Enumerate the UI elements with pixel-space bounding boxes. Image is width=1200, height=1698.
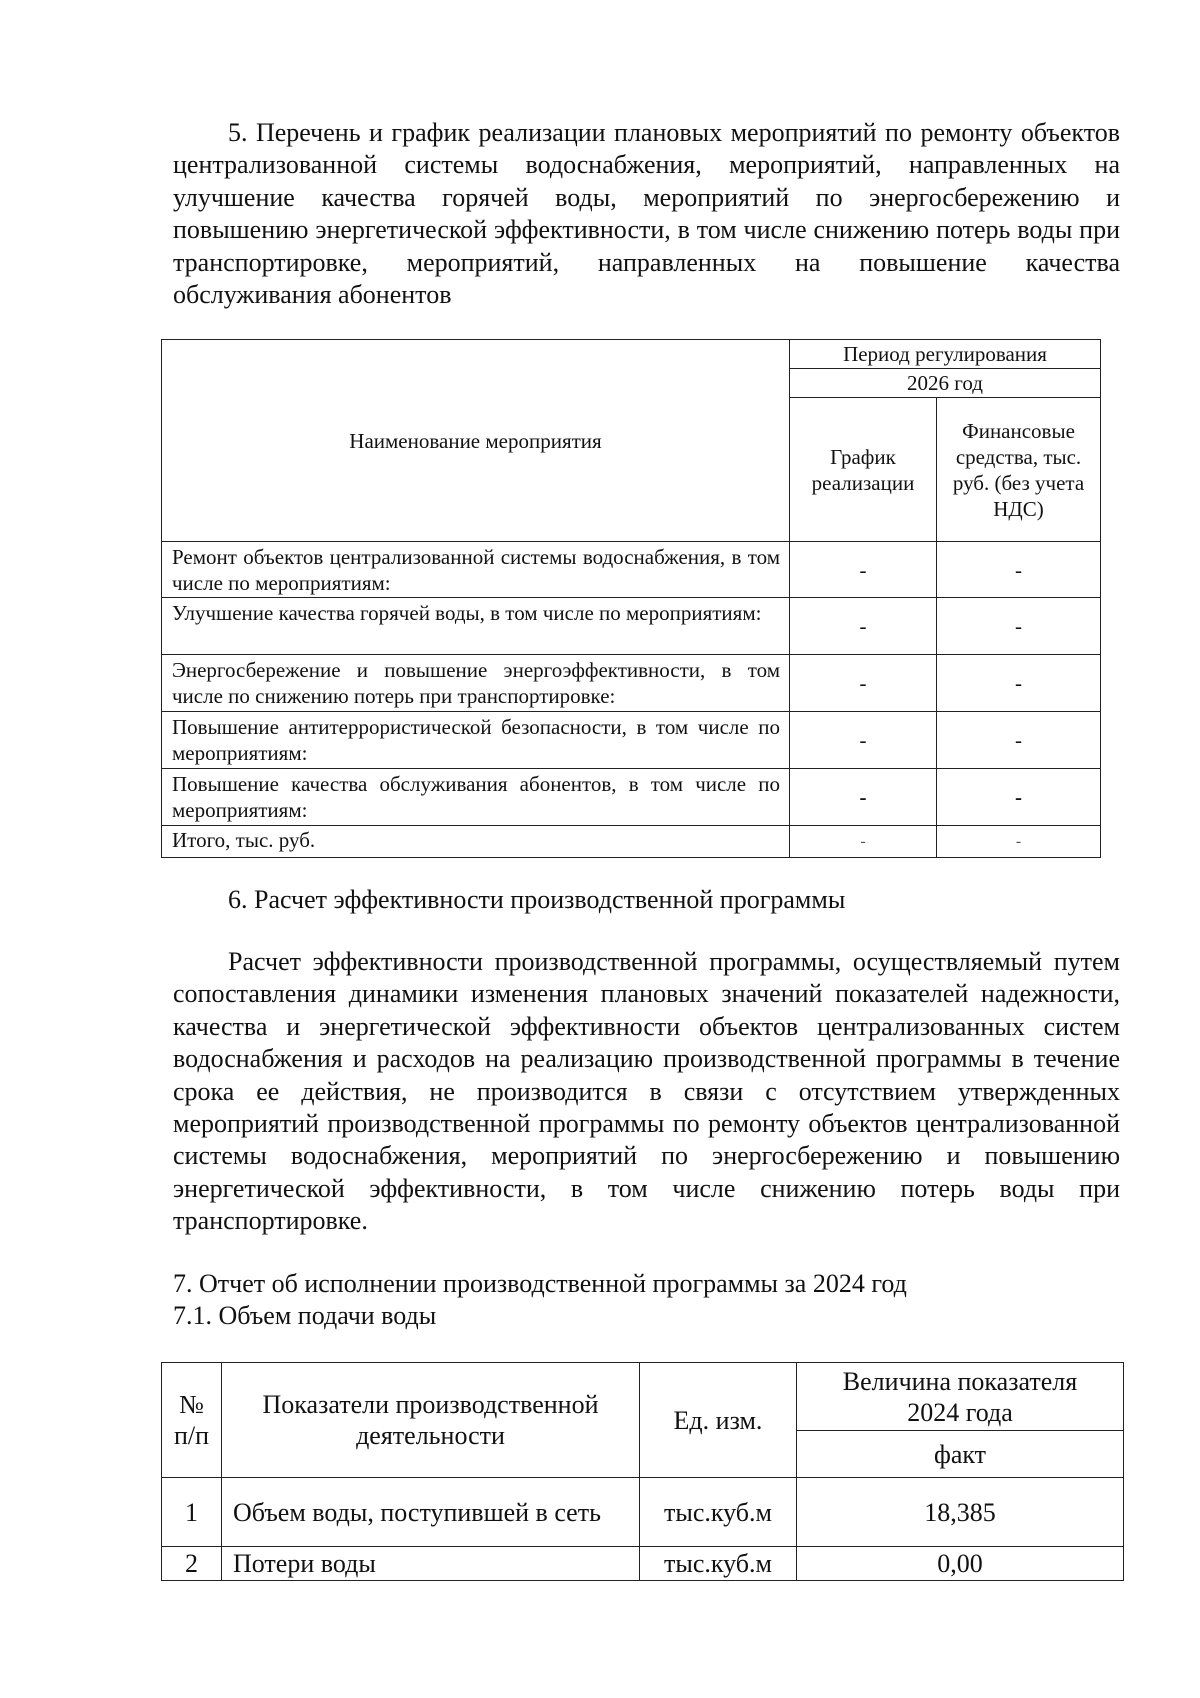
measure-row-name: Повышение антитеррористической безопасности, в том числе по мероприятиям: xyxy=(162,712,790,769)
header-schedule: График реализации xyxy=(790,398,937,542)
total-row-name: Итого, тыс. руб. xyxy=(162,826,790,858)
header-period: Период регулирования xyxy=(790,340,1101,369)
row-number: 2 xyxy=(162,1547,222,1581)
row-indicator: Потери воды xyxy=(222,1547,640,1581)
section-6-heading: 6. Расчет эффективности производственной программы xyxy=(228,885,846,914)
measure-row-schedule: - xyxy=(790,542,937,598)
water-supply-table xyxy=(161,1362,1124,1581)
row-indicator: Объем воды, поступившей в сеть xyxy=(222,1478,640,1547)
measure-row-name: Повышение качества обслуживания абонентов, в том числе по мероприятиям: xyxy=(162,769,790,826)
header-row-number: № п/п xyxy=(162,1363,222,1478)
measure-row-name: Ремонт объектов централизованной системы водоснабжения, в том числе по мероприятиям: xyxy=(162,542,790,598)
header-measure-name: Наименование мероприятия xyxy=(162,340,790,542)
row-unit: тыс.куб.м xyxy=(640,1478,797,1547)
header-finance: Финансовые средства, тыс. руб. (без учета НДС) xyxy=(937,398,1101,542)
measure-row-finance: - xyxy=(937,769,1101,826)
row-number: 1 xyxy=(162,1478,222,1547)
measure-row-schedule: - xyxy=(790,598,937,655)
total-row-schedule: - xyxy=(790,826,937,858)
measure-row-finance: - xyxy=(937,655,1101,712)
measure-row-finance: - xyxy=(937,542,1101,598)
measure-row-finance: - xyxy=(937,712,1101,769)
section-7-1-heading: 7.1. Объем подачи воды xyxy=(173,1301,437,1330)
section-7-heading: 7. Отчет об исполнении производственной программы за 2024 год xyxy=(173,1269,907,1298)
row-unit: тыс.куб.м xyxy=(640,1547,797,1581)
section-6-body: Расчет эффективности производственной программы, осуществляемый путем сопоставления динамики изменения плановых значений показателей надежности, качества и энергетической эффективности объектов централизованных систем водоснабжения и расходов на реализацию производственной программы в течение срока ее действия, не производится в связи с отсутствием утвержденных мероприятий производственной программы по ремонту объектов централизованной системы водоснабжения, мероприятий по энергосбережению и повышению энергетической эффективности, в том числе снижению потерь воды при транспортировке. xyxy=(173,947,1120,1236)
row-fact: 0,00 xyxy=(797,1547,1124,1581)
measure-row-schedule: - xyxy=(790,655,937,712)
measures-table xyxy=(161,339,1101,858)
section-5-heading: 5. Перечень и график реализации плановых мероприятий по ремонту объектов централизованной системы водоснабжения, мероприятий, направленных на улучшение качества горячей воды, мероприятий по энергосбережению и повышению энергетической эффективности, в том числе снижению потерь воды при транспортировке, мероприятий, направленных на повышение качества обслуживания абонентов xyxy=(173,118,1120,310)
header-year: 2026 год xyxy=(790,369,1101,398)
measure-row-schedule: - xyxy=(790,712,937,769)
total-row-finance: - xyxy=(937,826,1101,858)
measure-row-name: Энергосбережение и повышение энергоэффективности, в том числе по снижению потерь при транспортировке: xyxy=(162,655,790,712)
row-fact: 18,385 xyxy=(797,1478,1124,1547)
header-indicator: Показатели производственной деятельности xyxy=(222,1363,640,1478)
measure-row-finance: - xyxy=(937,598,1101,655)
header-unit: Ед. изм. xyxy=(640,1363,797,1478)
measure-row-name: Улучшение качества горячей воды, в том числе по мероприятиям: xyxy=(162,598,790,655)
measure-row-schedule: - xyxy=(790,769,937,826)
header-fact: факт xyxy=(797,1431,1124,1478)
header-value: Величина показателя 2024 года xyxy=(797,1363,1124,1431)
